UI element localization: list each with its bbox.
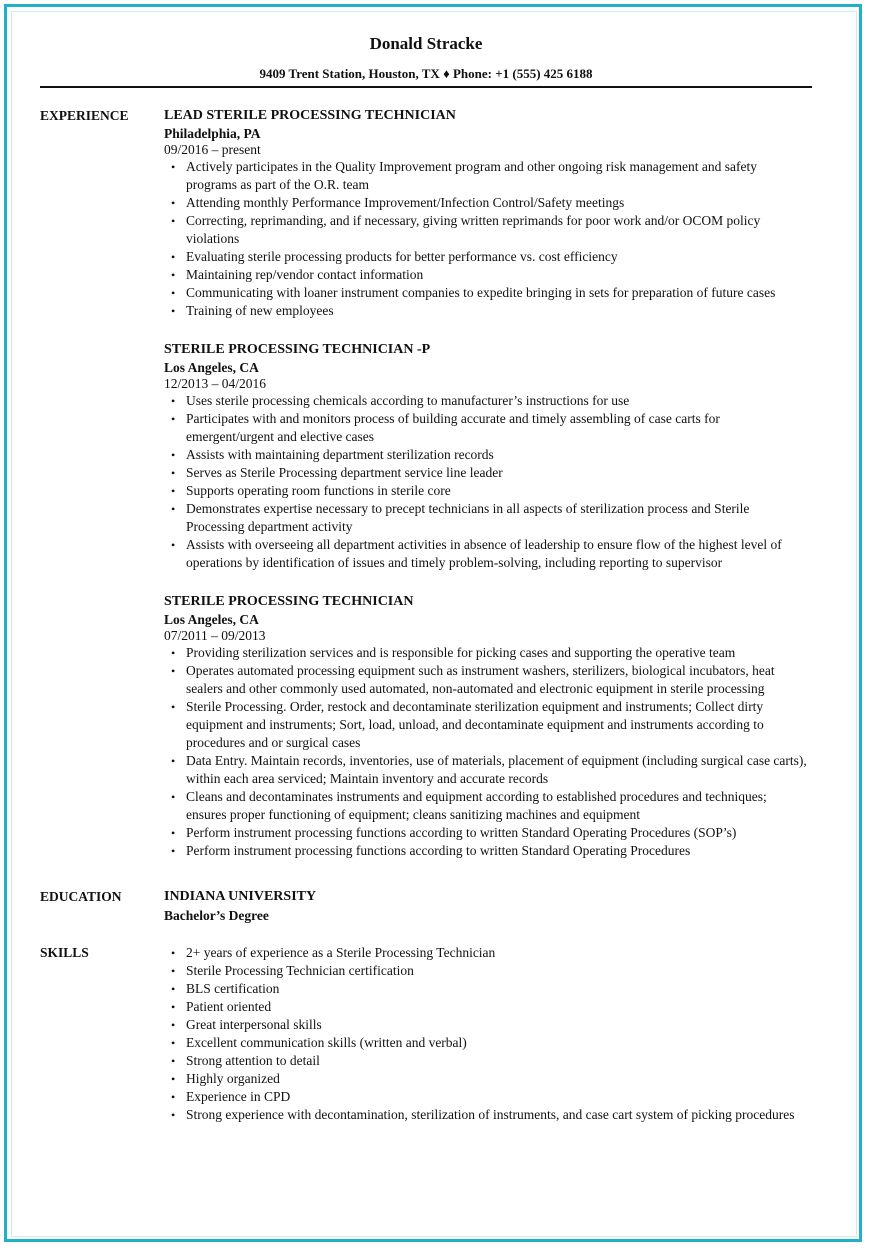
job-entry xyxy=(164,107,812,320)
job-dates: 07/2011 – 09/2013 xyxy=(164,628,266,643)
list-item: • Data Entry. Maintain records, inventories, use of materials, placement of equipment (including surgical case carts), within each area serviced; Maintain inventory and accurate records xyxy=(186,752,812,788)
job-title: STERILE PROCESSING TECHNICIAN -P xyxy=(164,342,431,357)
list-item: • BLS certification xyxy=(186,980,812,998)
list-item: • Perform instrument processing functions according to written Standard Operating Procedures xyxy=(186,842,812,860)
skills-heading: SKILLS xyxy=(40,945,89,960)
experience-heading: EXPERIENCE xyxy=(40,108,129,123)
school-name: INDIANA UNIVERSITY xyxy=(164,889,317,904)
job-bullets xyxy=(164,392,812,572)
list-item: • Sterile Processing. Order, restock and decontaminate sterilization equipment and instruments; Collect dirty equipment and instruments; Sort, load, unload, and decontaminate equipment and instruments according to procedures and or surgical cases xyxy=(186,698,812,752)
job-location: Philadelphia, PA xyxy=(164,126,261,141)
education-section xyxy=(40,888,812,926)
list-item: • Actively participates in the Quality Improvement program and other ongoing risk management and safety programs as part of the O.R. team xyxy=(186,158,812,194)
experience-section xyxy=(40,107,812,860)
list-item: • Communicating with loaner instrument companies to expedite bringing in sets for preparation of future cases xyxy=(186,284,812,302)
list-item: • Strong experience with decontamination, sterilization of instruments, and case cart system of picking procedures xyxy=(186,1106,812,1124)
list-item: • 2+ years of experience as a Sterile Processing Technician xyxy=(186,944,812,962)
skills-section xyxy=(40,944,812,1124)
experience-body xyxy=(164,107,812,860)
skills-body xyxy=(164,944,812,1124)
job-location: Los Angeles, CA xyxy=(164,360,259,375)
list-item: • Operates automated processing equipment such as instrument washers, sterilizers, biological incubators, heat sealers and other commonly used automated, non-automated and electronic equipment in sterile processing xyxy=(186,662,812,698)
header-divider xyxy=(40,86,812,88)
job-bullets xyxy=(164,644,812,860)
education-body xyxy=(164,888,812,926)
list-item: • Attending monthly Performance Improvement/Infection Control/Safety meetings xyxy=(186,194,812,212)
skills-list xyxy=(164,944,812,1124)
job-dates: 09/2016 – present xyxy=(164,142,261,157)
list-item: • Correcting, reprimanding, and if necessary, giving written reprimands for poor work and/or OCOM policy violations xyxy=(186,212,812,248)
list-item: • Evaluating sterile processing products for better performance vs. cost efficiency xyxy=(186,248,812,266)
job-title: STERILE PROCESSING TECHNICIAN xyxy=(164,594,414,609)
job-entry xyxy=(164,593,812,860)
candidate-name: Donald Stracke xyxy=(369,34,483,53)
list-item: • Excellent communication skills (written and verbal) xyxy=(186,1034,812,1052)
job-entry xyxy=(164,341,812,572)
list-item: • Providing sterilization services and is responsible for picking cases and supporting the operative team xyxy=(186,644,812,662)
job-location: Los Angeles, CA xyxy=(164,612,259,627)
list-item: • Uses sterile processing chemicals according to manufacturer’s instructions for use xyxy=(186,392,812,410)
list-item: • Patient oriented xyxy=(186,998,812,1016)
list-item: • Experience in CPD xyxy=(186,1088,812,1106)
list-item: • Participates with and monitors process of building accurate and timely assembling of case carts for emergent/urgent and elective cases xyxy=(186,410,812,446)
list-item: • Strong attention to detail xyxy=(186,1052,812,1070)
list-item: • Training of new employees xyxy=(186,302,812,320)
job-dates: 12/2013 – 04/2016 xyxy=(164,376,267,391)
list-item: • Assists with maintaining department sterilization records xyxy=(186,446,812,464)
list-item: • Assists with overseeing all department activities in absence of leadership to ensure flow of the highest level of operations by identification of issues and timely problem-solving, including reporting to supervisor xyxy=(186,536,812,572)
list-item: • Supports operating room functions in sterile core xyxy=(186,482,812,500)
list-item: • Demonstrates expertise necessary to precept technicians in all aspects of sterilization process and Sterile Processing department activity xyxy=(186,500,812,536)
list-item: • Great interpersonal skills xyxy=(186,1016,812,1034)
list-item: • Sterile Processing Technician certification xyxy=(186,962,812,980)
education-heading: EDUCATION xyxy=(40,889,122,904)
list-item: • Serves as Sterile Processing department service line leader xyxy=(186,464,812,482)
list-item: • Perform instrument processing functions according to written Standard Operating Procedures (SOP’s) xyxy=(186,824,812,842)
contact-line: 9409 Trent Station, Houston, TX ♦ Phone: +1 (555) 425 6188 xyxy=(259,66,593,81)
resume xyxy=(40,30,812,1124)
list-item: • Cleans and decontaminates instruments and equipment according to established procedures and techniques; ensures proper functioning of equipment; cleans sanitizing machines and equipment xyxy=(186,788,812,824)
list-item: • Maintaining rep/vendor contact information xyxy=(186,266,812,284)
degree: Bachelor’s Degree xyxy=(164,908,269,923)
job-bullets xyxy=(164,158,812,320)
job-title: LEAD STERILE PROCESSING TECHNICIAN xyxy=(164,108,456,123)
list-item: • Highly organized xyxy=(186,1070,812,1088)
